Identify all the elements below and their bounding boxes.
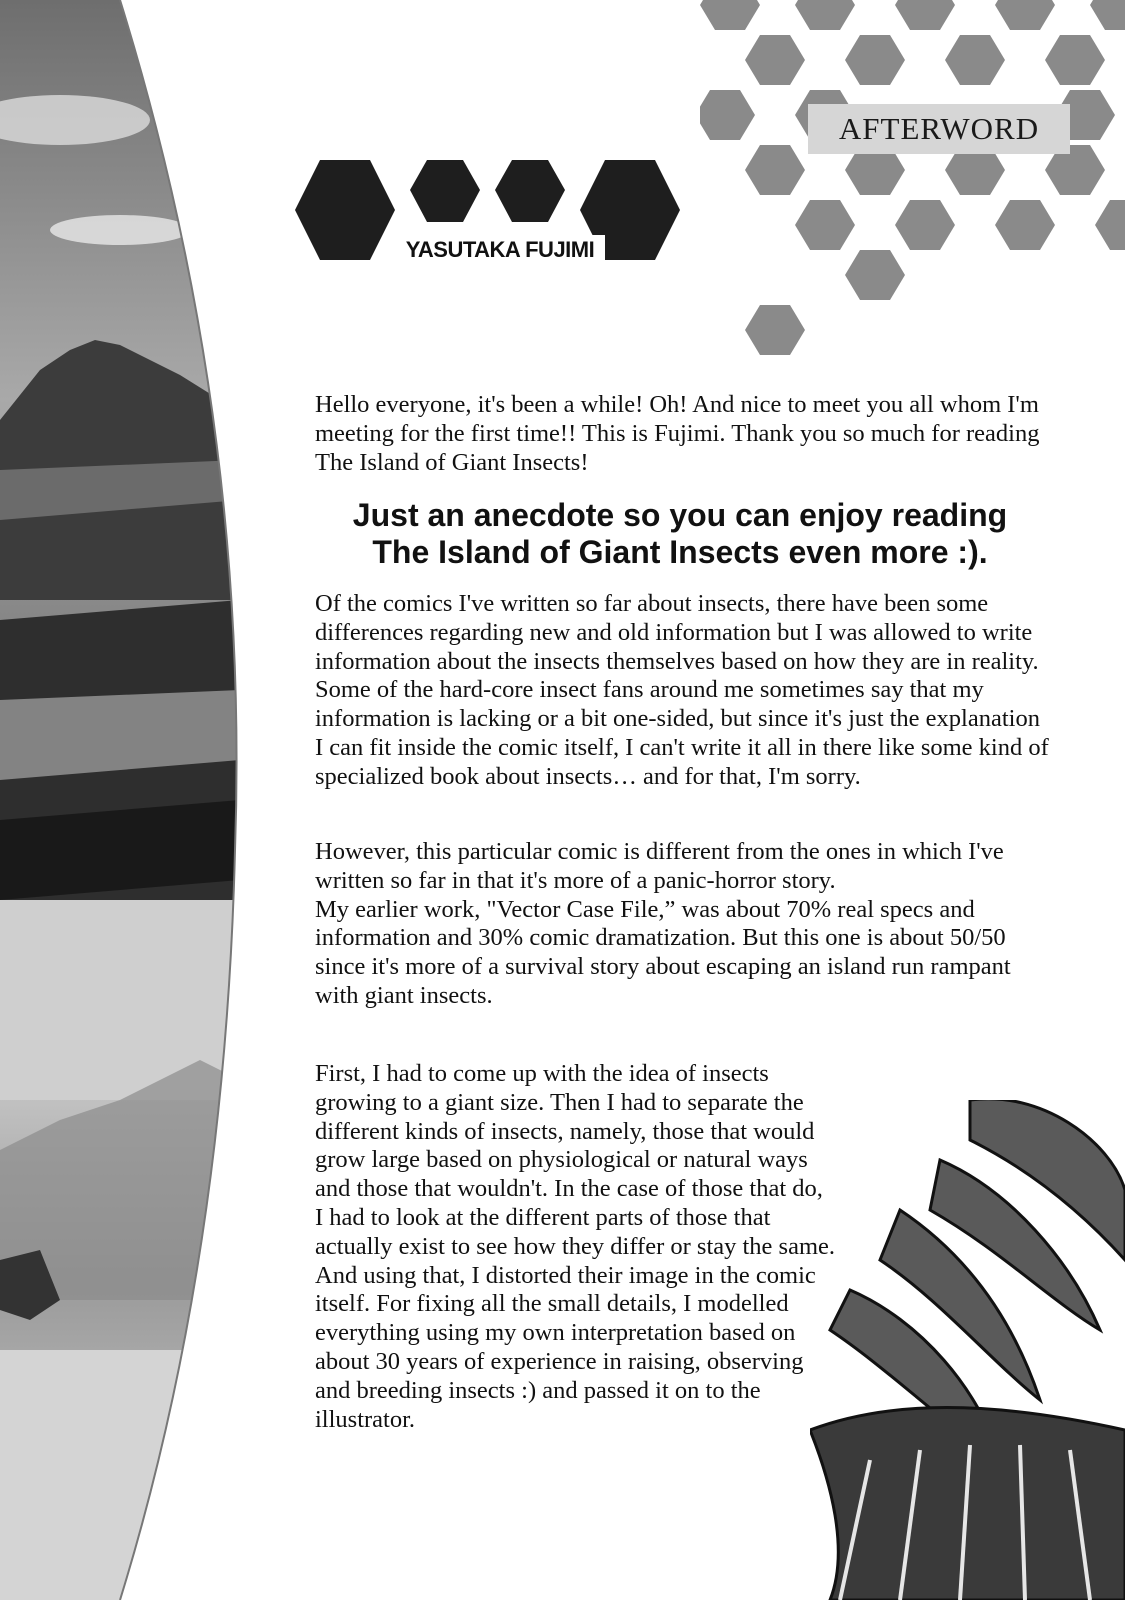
body-paragraph-2 [315,838,1050,1011]
hexagon-pattern [700,0,1125,380]
body-paragraph-2a: However, this particular comic is different from the ones in which I've written so far in that it's more of a panic-horror story. [315,838,1004,894]
anecdote-heading [305,497,1055,571]
section-label: AFTERWORD [808,104,1070,154]
palm-leaf-illustration [810,1100,1125,1600]
intro-paragraph: Hello everyone, it's been a while! Oh! And nice to meet you all whom I'm meeting for the first time!! This is Fujimi. Thank you so much for reading The Island of Giant Insects! [315,391,1040,476]
body-paragraph-1: Of the comics I've written so far about insects, there have been some differences regarding new and old information but I was allowed to write information about the insects themselves based on how they are in reality. Some of the hard-core insect fans around me sometimes say that my information is lacking or a bit one-sided, but since it's just the explanation I can fit inside the comic itself, I can't write it all in there like some kind of specialized book about insects… and for that, I'm sorry. [315,590,1049,790]
heading-line-1: Just an anecdote so you can enjoy reading [352,497,1008,533]
body-paragraph-2b: My earlier work, "Vector Case File,” was about 70% real specs and information and 30% comic dramatization. But this one is about 50/50 since it's more of a survival story about escaping an island run rampant with giant insects. [315,895,1011,1009]
heading-line-2: The Island of Giant Insects even more :). [372,534,988,570]
mountain-forest-illustration [0,0,260,1600]
author-name: YASUTAKA FUJIMI [395,235,605,265]
body-paragraph-3: First, I had to come up with the idea of insects growing to a giant size. Then I had to separate the different kinds of insects, namely, those that would grow large based on physiological or natural ways and those that wouldn't. In the case of those that do, I had to look at the different parts of those that actually exist to see how they differ or stay the same. And using that, I distorted their image in the comic itself. For fixing all the small details, I modelled everything using my own interpretation based on about 30 years of experience in raising, observing and breeding insects :) and passed it on to the illustrator. [315,1060,836,1433]
